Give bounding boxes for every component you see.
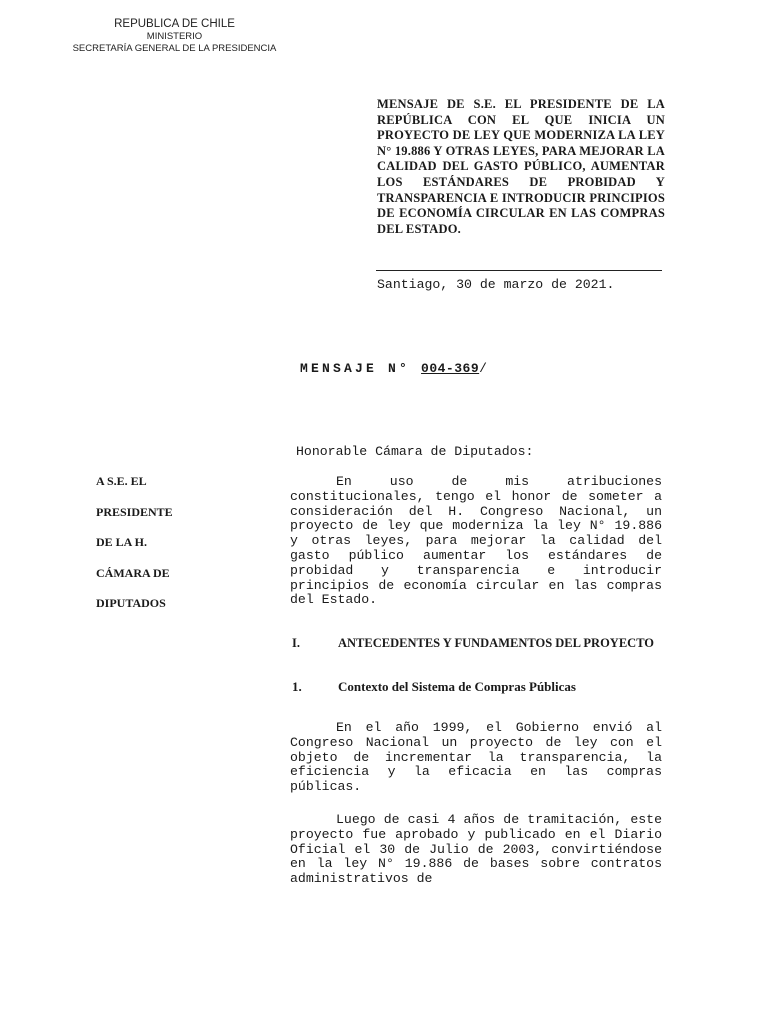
- paragraph-text: En uso de mis atribuciones constitucionales, tengo el honor de someter a consideración del H. Congreso Nacional, un proyecto de ley que moderniza la ley N° 19.886 y otras leyes, para mejorar la calidad del gasto público aumentar los estándares de probidad y transparencia e introducir principios de economía circular en las compras del Estado.: [290, 474, 662, 608]
- mensaje-number: [300, 361, 487, 376]
- subsection-title: Contexto del Sistema de Compras Públicas: [338, 679, 576, 694]
- section-number: I.: [292, 636, 300, 650]
- paragraph-text: Luego de casi 4 años de tramitación, este proyecto fue aprobado y publicado en el Diario Oficial el 30 de Julio de 2003, convirtiéndose en la ley N° 19.886 de bases sobre contratos administrativos de: [290, 812, 662, 887]
- mensaje-label: MENSAJE N°: [300, 361, 411, 376]
- subsection-number: 1.: [292, 679, 302, 694]
- address-line: DIPUTADOS: [96, 596, 166, 610]
- paragraph-text: En el año 1999, el Gobierno envió al Congreso Nacional un proyecto de ley con el objeto de incrementar la transparencia, la eficiencia y la eficacia en las compras públicas.: [290, 720, 662, 795]
- address-line: DE LA H.: [96, 535, 148, 549]
- letterhead-secretariat: SECRETARÍA GENERAL DE LA PRESIDENCIA: [72, 43, 277, 54]
- subsection-heading: [292, 679, 664, 694]
- recipient-address: [96, 474, 216, 627]
- address-line: A S.E. EL: [96, 474, 147, 488]
- law-paragraph: [290, 813, 662, 887]
- section-heading: [292, 636, 664, 651]
- letterhead-ministry: MINISTERIO: [146, 31, 203, 42]
- salutation: Honorable Cámara de Diputados:: [296, 444, 534, 459]
- mensaje-code: 004-369: [421, 361, 480, 376]
- title-divider: [376, 270, 662, 271]
- document-date: Santiago, 30 de marzo de 2021.: [377, 277, 615, 292]
- address-line: CÁMARA DE: [96, 565, 170, 580]
- address-line: PRESIDENTE: [96, 504, 173, 519]
- letterhead-country: REPUBLICA DE CHILE: [114, 18, 235, 30]
- section-title: ANTECEDENTES Y FUNDAMENTOS DEL PROYECTO: [338, 636, 655, 650]
- intro-paragraph: [290, 475, 662, 608]
- document-title: MENSAJE DE S.E. EL PRESIDENTE DE LA REPÚBLICA CON EL QUE INICIA UN PROYECTO DE LEY QUE MODERNIZA LA LEY N° 19.886 Y OTRAS LEYES, PARA MEJORAR LA CALIDAD DEL GASTO PÚBLICO, AUMENTAR LOS ESTÁNDARES DE PROBIDAD Y TRANSPARENCIA E INTRODUCIR PRINCIPIOS DE ECONOMÍA CIRCULAR EN LAS COMPRAS DEL ESTADO.: [377, 97, 665, 236]
- history-paragraph: [290, 721, 662, 795]
- mensaje-suffix: /: [479, 361, 487, 376]
- letterhead: [72, 18, 277, 55]
